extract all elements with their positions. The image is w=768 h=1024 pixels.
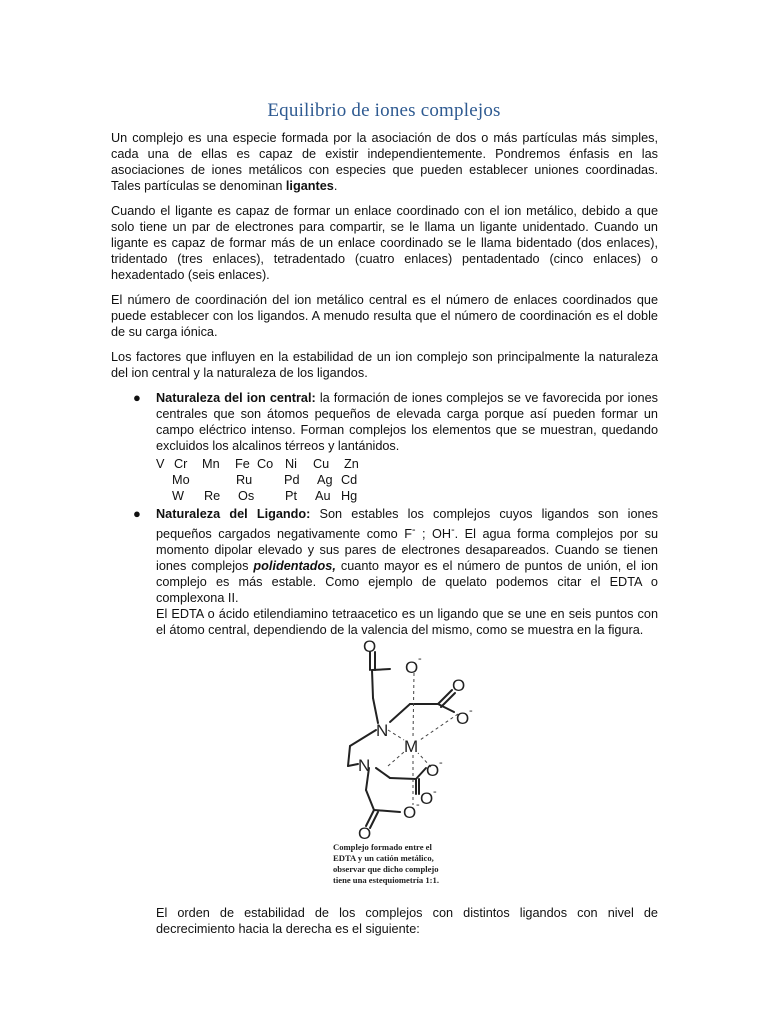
atom-nitrogen: N: [376, 721, 389, 740]
element-symbol: Fe: [235, 457, 250, 471]
negative-charge: -: [433, 786, 437, 798]
element-symbol: Ru: [236, 473, 253, 487]
element-symbol: Os: [238, 489, 255, 503]
figure-caption: Complejo formado entre el EDTA y un catión metálico, observar que dicho complejo tiene una estequiometría 1:1.: [333, 842, 439, 885]
element-symbol: Re: [204, 489, 221, 503]
list-item-central-ion: [111, 390, 658, 504]
atom-oxygen: O: [420, 789, 434, 808]
element-symbol: Ni: [285, 457, 297, 471]
element-symbol: Co: [257, 457, 274, 471]
element-symbol: Pt: [285, 489, 297, 503]
list-item-text: cuanto mayor es el número de puntos de unión, el ion complejo es más estable. Como ejemplo de quelato podemos citar el EDTA o complexona II.: [156, 559, 659, 606]
bullet-icon: ●: [133, 390, 141, 405]
text: Un complejo es una especie formada por la asociación de dos o más partículas más simples, cada una de ellas es capaz de existir independientemente. Pondremos énfasis en las asociaciones de iones metálicos con especies que pueden establecer uniones coordinadas. Tales partículas se denominan: [111, 131, 658, 193]
negative-charge: -: [439, 757, 443, 769]
list-item-text: la formación de iones complejos se ve favorecida por iones centrales que son átomos pequeños de elevada carga porque así pueden formar un campo eléctrico intenso. Forman complejos los elementos que se muestran, quedando excluidos los alcalinos térreos y lantánidos.: [156, 391, 658, 453]
negative-charge: -: [418, 653, 422, 665]
atom-nitrogen: N: [358, 756, 371, 775]
edta-description: El EDTA o ácido etilendiamino tetraacetico es un ligando que se une en seis puntos con el átomo central, dependiendo de la valencia del mismo, como se muestra en la figura.: [156, 607, 658, 638]
element-symbol: Hg: [341, 489, 358, 503]
list-item-text: . El agua forma complejos por su momento dipolar elevado y sus pares de electrones desapareados. Cuando se tienen iones complejos: [156, 527, 658, 574]
element-symbol: Ag: [317, 473, 333, 487]
list-item-text: ; OH: [415, 527, 452, 542]
element-symbol: Pd: [284, 473, 300, 487]
element-symbol: V: [156, 457, 165, 471]
emphasis-term: polidentados,: [253, 559, 336, 574]
element-symbol: Mn: [202, 457, 220, 471]
bullet-icon: ●: [133, 506, 141, 521]
bold-term: ligantes: [285, 179, 334, 193]
element-symbol: Cr: [174, 457, 188, 471]
page-title: Equilibrio de iones complejos: [267, 100, 501, 121]
paragraph-stability-order: El orden de estabilidad de los complejos con distintos ligandos con nivel de decrecimiento hacia la derecha es el siguiente:: [156, 906, 658, 936]
atom-oxygen: O: [358, 824, 372, 843]
element-symbol: Mo: [172, 473, 190, 487]
element-symbol: Zn: [344, 457, 359, 471]
charge-superscript: -: [411, 524, 416, 536]
paragraph-coordination-number: El número de coordinación del ion metálico central es el número de enlaces coordinados que puede establecer con los ligandos. A menudo resulta que el número de coordinación es el doble de su carga iónica.: [111, 293, 658, 339]
element-row: [156, 488, 658, 504]
atom-oxygen: O: [456, 709, 470, 728]
negative-charge: -: [416, 799, 420, 811]
factor-list: [111, 390, 658, 638]
element-symbol: Au: [315, 489, 331, 503]
paragraph-intro: [111, 130, 658, 194]
list-item-ligand: [111, 506, 658, 638]
element-symbol: Cu: [313, 457, 330, 471]
list-item-heading: Naturaleza del Ligando:: [156, 507, 311, 521]
document-body: [111, 130, 658, 640]
charge-superscript: -: [451, 524, 455, 536]
text: .: [333, 179, 338, 193]
atom-oxygen: O: [426, 761, 440, 780]
negative-charge: -: [469, 705, 473, 717]
element-table: [156, 456, 658, 504]
atom-oxygen: O: [403, 803, 417, 822]
atom-oxygen: O: [363, 640, 377, 656]
element-symbol: W: [172, 489, 184, 503]
element-row: [156, 472, 658, 488]
element-row: [156, 456, 658, 472]
element-symbol: Cd: [341, 473, 358, 487]
list-item-text: Son estables los complejos cuyos ligandos son iones pequeños cargados negativamente como F: [156, 507, 658, 542]
paragraph-ligand-types: Cuando el ligante es capaz de formar un enlace coordinado con el ion metálico, debido a que solo tiene un par de electrones para compartir, se le llama un ligante unidentado. Cuando un ligante es capaz de formar más de un enlace coordinado se le llama bidentado (dos enlaces), tridentado (tres enlaces), tetradentado (cuatro enlaces) pentadentado (cinco enlaces) o hexadentado (seis enlaces).: [111, 204, 658, 282]
atom-metal: M: [404, 737, 419, 756]
paragraph-stability-factors: Los factores que influyen en la estabilidad de un ion complejo son principalmente la naturaleza del ion central y la naturaleza de los ligandos.: [111, 350, 658, 380]
list-item-heading: Naturaleza del ion central:: [156, 391, 316, 405]
atom-oxygen: O: [452, 676, 466, 695]
atom-oxygen: O: [405, 658, 419, 677]
